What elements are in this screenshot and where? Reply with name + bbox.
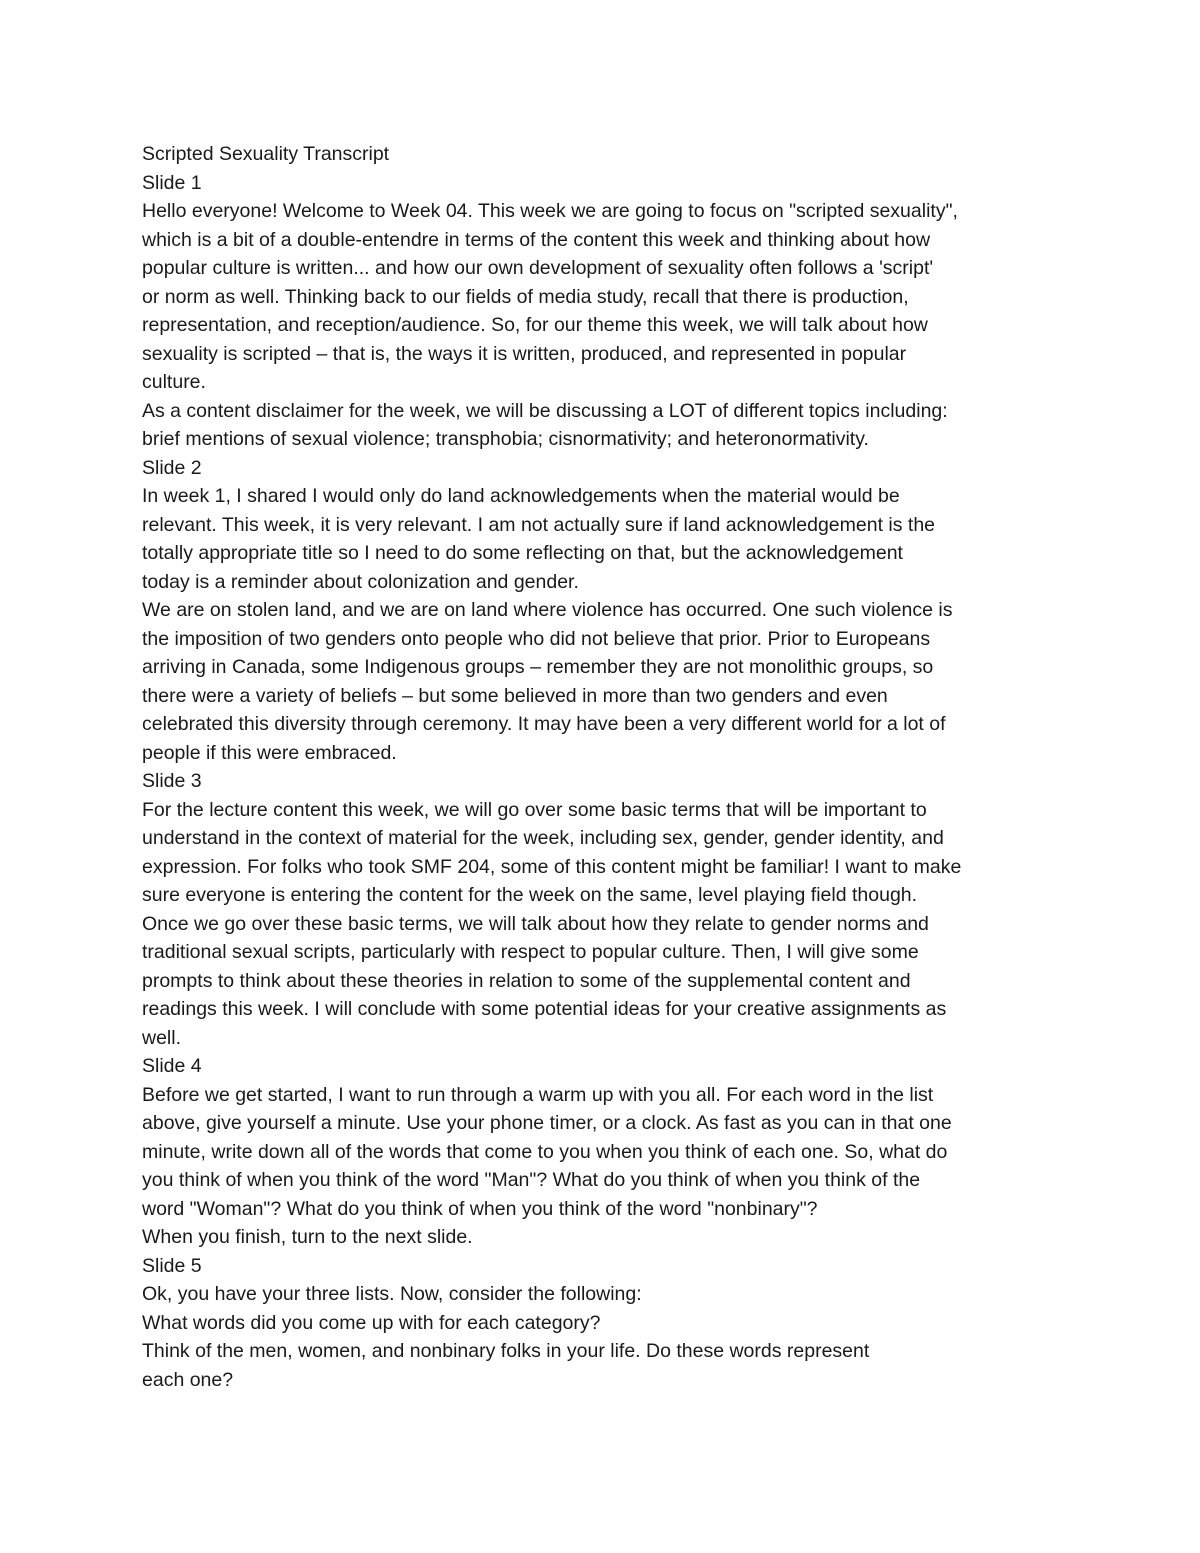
text-line: or norm as well. Thinking back to our fields of media study, recall that there is production, [142, 285, 909, 308]
text-line: which is a bit of a double-entendre in terms of the content this week and thinking about how [142, 228, 931, 251]
text-line: When you finish, turn to the next slide. [142, 1226, 473, 1248]
text-line: there were a variety of beliefs – but some believed in more than two genders and even [142, 684, 888, 707]
text-line: sure everyone is entering the content for the week on the same, level playing field though. [142, 884, 918, 906]
text-line: relevant. This week, it is very relevant. I am not actually sure if land acknowledgement is the [142, 513, 936, 536]
text-line: each one? [142, 1368, 234, 1391]
text-line: word "Woman"? What do you think of when you think of the word "nonbinary"? [142, 1197, 818, 1220]
text-line: the imposition of two genders onto people who did not believe that prior. Prior to Europeans [142, 627, 931, 650]
text-line: representation, and reception/audience. So, for our theme this week, we will talk about how [142, 314, 928, 336]
slide-heading: Slide 3 [142, 770, 202, 792]
text-line: In week 1, I shared I would only do land acknowledgements when the material would be [142, 485, 900, 507]
text-line: Hello everyone! Welcome to Week 04. This week we are going to focus on "scripted sexuality", [142, 200, 958, 222]
text-line: readings this week. I will conclude with some potential ideas for your creative assignments as [142, 998, 947, 1020]
text-line: As a content disclaimer for the week, we will be discussing a LOT of different topics including: [142, 399, 948, 422]
text-line: celebrated this diversity through ceremony. It may have been a very different world for a lot of [142, 713, 946, 735]
slide-heading: Slide 5 [142, 1254, 202, 1277]
text-line: Ok, you have your three lists. Now, consider the following: [142, 1283, 642, 1305]
text-line: well. [142, 1026, 182, 1049]
text-line: Before we get started, I want to run through a warm up with you all. For each word in the list [142, 1083, 934, 1106]
text-line: arriving in Canada, some Indigenous groups – remember they are not monolithic groups, so [142, 656, 934, 678]
text-line: traditional sexual scripts, particularly with respect to popular culture. Then, I will give some [142, 941, 919, 963]
document-title: Scripted Sexuality Transcript [142, 143, 390, 165]
text-line: minute, write down all of the words that come to you when you think of each one. So, what do [142, 1140, 948, 1163]
slide-heading: Slide 1 [142, 171, 202, 194]
text-line: popular culture is written... and how our own development of sexuality often follows a 'script' [142, 257, 934, 279]
text-line: prompts to think about these theories in relation to some of the supplemental content and [142, 969, 911, 992]
text-line: What words did you come up with for each category? [142, 1311, 601, 1334]
text-line: totally appropriate title so I need to do some reflecting on that, but the acknowledgement [142, 542, 903, 564]
text-line: you think of when you think of the word "Man"? What do you think of when you think of the [142, 1169, 921, 1191]
document-page [142, 140, 1062, 1394]
slide-heading: Slide 4 [142, 1055, 202, 1077]
slide-heading: Slide 2 [142, 456, 202, 479]
text-line: people if this were embraced. [142, 741, 397, 764]
text-line: sexuality is scripted – that is, the ways it is written, produced, and represented in popular [142, 342, 907, 365]
text-line: expression. For folks who took SMF 204, some of this content might be familiar! I want to make [142, 855, 962, 878]
text-line: today is a reminder about colonization and gender. [142, 570, 579, 593]
text-line: understand in the context of material for the week, including sex, gender, gender identity, and [142, 827, 944, 849]
text-line: Think of the men, women, and nonbinary folks in your life. Do these words represent [142, 1340, 870, 1362]
text-line: For the lecture content this week, we will go over some basic terms that will be important to [142, 798, 927, 821]
text-line: We are on stolen land, and we are on land where violence has occurred. One such violence is [142, 599, 953, 621]
text-line: Once we go over these basic terms, we will talk about how they relate to gender norms and [142, 912, 929, 935]
text-line: culture. [142, 371, 206, 393]
text-line: above, give yourself a minute. Use your phone timer, or a clock. As fast as you can in that one [142, 1112, 952, 1134]
text-line: brief mentions of sexual violence; transphobia; cisnormativity; and heteronormativity. [142, 428, 869, 450]
